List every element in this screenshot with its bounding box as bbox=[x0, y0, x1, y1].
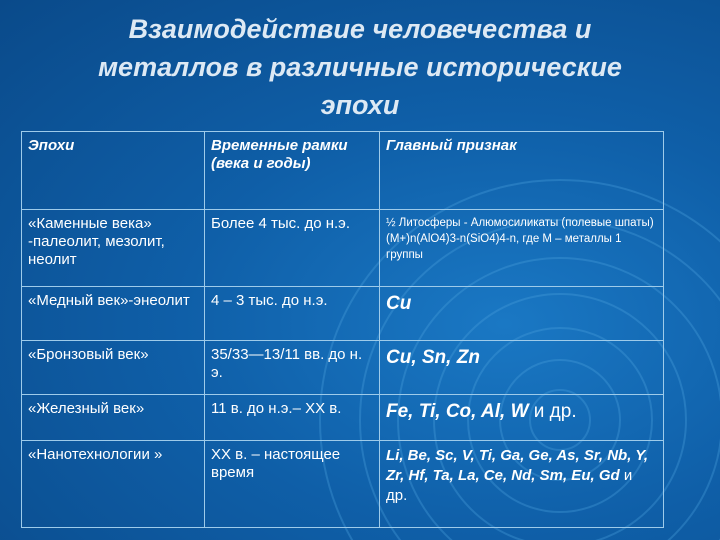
header-feature: Главный признак bbox=[380, 132, 664, 210]
title-line-1: Взаимодействие человечества и bbox=[128, 14, 592, 44]
cell-epoch: «Бронзовый век» bbox=[22, 341, 205, 395]
table-row bbox=[22, 441, 664, 528]
table-row bbox=[22, 341, 664, 395]
feature-tail: и др. bbox=[386, 467, 633, 504]
cell-epoch: «Железный век» bbox=[22, 395, 205, 441]
table-row bbox=[22, 210, 664, 287]
title-line-3: эпохи bbox=[320, 90, 400, 120]
cell-timeframe: 35/33—13/11 вв. до н. э. bbox=[205, 341, 380, 395]
cell-feature: Cu, Sn, Zn bbox=[380, 341, 664, 395]
table-row bbox=[22, 395, 664, 441]
cell-feature: ½ Литосферы - Алюмосиликаты (полевые шпаты) (M+)n(AlO4)3-n(SiO4)4-n, где M – металлы 1 группы bbox=[380, 210, 664, 287]
cell-epoch: «Медный век»-энеолит bbox=[22, 287, 205, 341]
feature-elements: Li, Be, Sc, V, Ti, Ga, Ge, As, Sr, Nb, Y, Zr, Hf, Ta, La, Ce, Nd, Sm, Eu, Gd bbox=[386, 447, 649, 484]
cell-feature bbox=[380, 441, 664, 528]
header-epoch: Эпохи bbox=[22, 132, 205, 210]
title-line-2: металлов в различные исторические bbox=[98, 52, 622, 82]
header-timeframe: Временные рамки (века и годы) bbox=[205, 132, 380, 210]
cell-feature bbox=[380, 395, 664, 441]
epochs-table bbox=[21, 131, 664, 528]
cell-epoch: «Нанотехнологии » bbox=[22, 441, 205, 528]
slide-title bbox=[20, 10, 700, 124]
cell-feature: Cu bbox=[380, 287, 664, 341]
cell-timeframe: XX в. – настоящее время bbox=[205, 441, 380, 528]
feature-elements: Fe, Ti, Co, Al, W bbox=[386, 401, 529, 422]
cell-timeframe: Более 4 тыс. до н.э. bbox=[205, 210, 380, 287]
feature-tail: и др. bbox=[533, 401, 577, 422]
table-header-row bbox=[22, 132, 664, 210]
cell-timeframe: 11 в. до н.э.– XX в. bbox=[205, 395, 380, 441]
cell-timeframe: 4 – 3 тыс. до н.э. bbox=[205, 287, 380, 341]
table-row bbox=[22, 287, 664, 341]
cell-epoch: «Каменные века» -палеолит, мезолит, неолит bbox=[22, 210, 205, 287]
